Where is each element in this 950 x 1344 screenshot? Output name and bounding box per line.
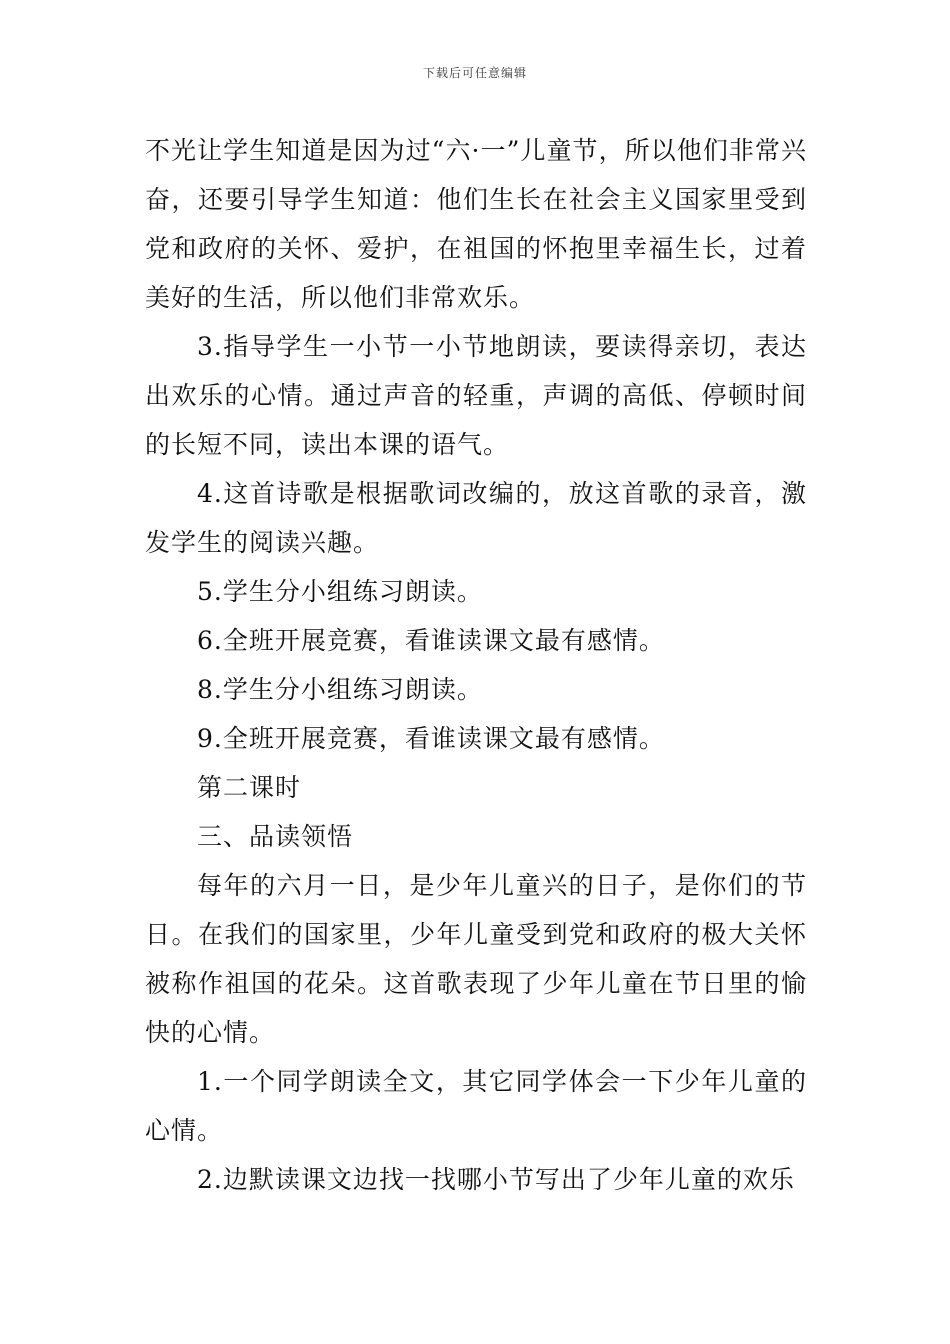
paragraph-intro: 不光让学生知道是因为过“六·一”儿童节，所以他们非常兴奋，还要引导学生知道：他们生长在社会主义国家里受到党和政府的关怀、爱护，在祖国的怀抱里幸福生长，过着美好的生活，所以他们非常欢乐。	[145, 136, 807, 312]
paragraph-part3-step-2: 2.边默读课文边找一找哪小节写出了少年儿童的欢乐	[197, 1165, 795, 1194]
section-heading-lesson-2: 第二课时	[197, 773, 302, 802]
paragraph-step-9: 9.全班开展竞赛，看谁读课文最有感情。	[197, 724, 665, 753]
document-body	[145, 126, 807, 1204]
page-header: 下载后可任意编辑	[422, 66, 527, 80]
paragraph-step-5: 5.学生分小组练习朗读。	[197, 577, 483, 606]
paragraph-step-3: 3.指导学生一小节一小节地朗读，要读得亲切，表达出欢乐的心情。通过声音的轻重，声调的高低、停顿时间的长短不同，读出本课的语气。	[145, 332, 807, 459]
paragraph-step-6: 6.全班开展竞赛，看谁读课文最有感情。	[197, 626, 665, 655]
paragraph-childrens-day: 每年的六月一日，是少年儿童兴的日子，是你们的节日。在我们的国家里，少年儿童受到党和政府的极大关怀被称作祖国的花朵。这首歌表现了少年儿童在节日里的愉快的心情。	[145, 871, 807, 1047]
section-heading-part-3: 三、品读领悟	[197, 822, 354, 851]
paragraph-step-4: 4.这首诗歌是根据歌词改编的，放这首歌的录音，激发学生的阅读兴趣。	[145, 479, 807, 557]
paragraph-step-8: 8.学生分小组练习朗读。	[197, 675, 483, 704]
paragraph-part3-step-1: 1.一个同学朗读全文，其它同学体会一下少年儿童的心情。	[145, 1067, 807, 1145]
